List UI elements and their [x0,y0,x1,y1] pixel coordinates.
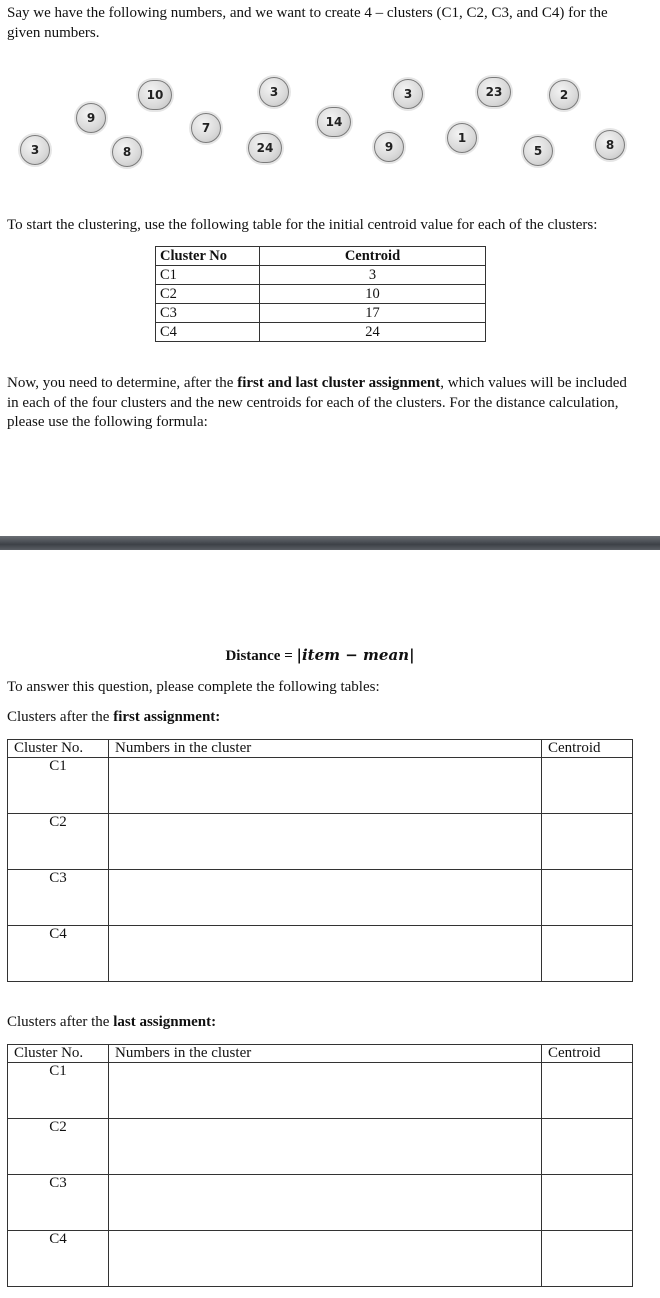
intro-paragraph: Say we have the following numbers, and we want to create 4 – clusters (C1, C2, C3, and C4) for the given numbers. [7,5,608,41]
number-circle: 23 [477,77,511,107]
cluster-cell: C3 [156,304,260,323]
centroid-cell[interactable] [542,1119,633,1175]
number-circle: 8 [595,130,625,160]
cluster-label: C3 [8,870,109,926]
header-centroid: Centroid [542,740,633,758]
numbers-cell[interactable] [109,926,542,982]
numbers-cell[interactable] [109,814,542,870]
number-circle: 8 [112,137,142,167]
cluster-cell: C1 [156,266,260,285]
number-circle: 3 [259,77,289,107]
number-circle: 2 [549,80,579,110]
header-numbers: Numbers in the cluster [109,1045,542,1063]
table-row [156,285,486,304]
formula-expression: |item − mean| [296,646,415,664]
caption-text: Clusters after the [7,709,114,725]
numbers-cell[interactable] [109,1231,542,1287]
table-row [8,870,633,926]
table-row [156,266,486,285]
table-row [8,1231,633,1287]
centroid-cell: 3 [260,266,486,285]
caption-bold: first assignment: [113,709,221,725]
cluster-label: C4 [8,1231,109,1287]
caption-text: Clusters after the [7,1014,114,1030]
numbers-cell[interactable] [109,1175,542,1231]
centroid-cell: 17 [260,304,486,323]
cluster-cell: C2 [156,285,260,304]
distance-formula [0,646,640,665]
formula-label: Distance = [225,648,293,664]
number-circle: 5 [523,136,553,166]
cluster-cell: C4 [156,323,260,342]
number-circle: 24 [248,133,282,163]
number-circle: 10 [138,80,172,110]
header-cluster-no: Cluster No. [8,740,109,758]
number-circle: 9 [76,103,106,133]
number-circle: 9 [374,132,404,162]
centroid-cell[interactable] [542,758,633,814]
number-circle: 14 [317,107,351,137]
initial-centroid-table [155,246,486,342]
numbers-cell[interactable] [109,870,542,926]
table-row [8,926,633,982]
number-circle: 3 [393,79,423,109]
table-intro: To start the clustering, use the following table for the initial centroid value for each of the clusters: [7,217,598,233]
centroid-cell[interactable] [542,926,633,982]
table-row [8,814,633,870]
number-circle: 1 [447,123,477,153]
table-row [8,1063,633,1119]
number-circle: 7 [191,113,221,143]
table-row [8,1119,633,1175]
table-row [156,323,486,342]
first-assignment-caption [7,708,637,728]
numbers-cell[interactable] [109,758,542,814]
cluster-label: C1 [8,758,109,814]
cluster-label: C2 [8,814,109,870]
cluster-label: C3 [8,1175,109,1231]
centroid-cell[interactable] [542,1175,633,1231]
last-assignment-table [7,1044,633,1287]
first-assignment-table [7,739,633,982]
centroid-cell[interactable] [542,1231,633,1287]
cluster-label: C4 [8,926,109,982]
header-centroid: Centroid [542,1045,633,1063]
cluster-label: C1 [8,1063,109,1119]
last-assignment-caption [7,1013,637,1033]
table-row [156,304,486,323]
numbers-cell[interactable] [109,1063,542,1119]
instructions-paragraph [7,374,637,433]
numbers-cell[interactable] [109,1119,542,1175]
table-row [8,1175,633,1231]
cluster-label: C2 [8,1119,109,1175]
centroid-cell[interactable] [542,1063,633,1119]
number-circle: 3 [20,135,50,165]
instructions-text-end: , which values will be included in each of the four clusters and the new centroids for each of the clusters. For the distance calculation, please use the following formula: [7,375,627,430]
header-centroid: Centroid [260,247,486,266]
header-numbers: Numbers in the cluster [109,740,542,758]
header-cluster-no: Cluster No [156,247,260,266]
table-row [8,758,633,814]
centroid-cell[interactable] [542,814,633,870]
instructions-text: Now, you need to determine, after the [7,375,238,391]
centroid-cell[interactable] [542,870,633,926]
caption-bold: last assignment: [113,1014,217,1030]
answer-intro: To answer this question, please complete the following tables: [7,679,380,695]
header-cluster-no: Cluster No. [8,1045,109,1063]
divider-bar [0,536,660,550]
instructions-bold: first and last cluster assignment [237,375,441,391]
centroid-cell: 24 [260,323,486,342]
centroid-cell: 10 [260,285,486,304]
